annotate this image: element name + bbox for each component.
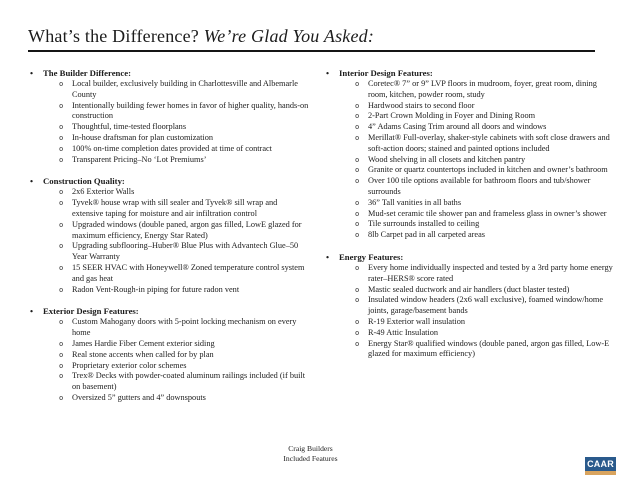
feature-item-text: 100% on-time completion dates provided at time of contract [72, 143, 272, 153]
circle-bullet-icon: o [355, 177, 360, 186]
feature-item-text: Local builder, exclusively building in Charlottesville and Albemarle County [72, 79, 298, 99]
list-item [28, 79, 310, 101]
list-item [324, 209, 613, 220]
feature-item-text: In-house draftsman for plan customization [72, 132, 214, 142]
caar-logo-text: CAAR [585, 457, 616, 471]
footer-subtitle: Included Features [283, 453, 338, 463]
feature-item-text: Energy Star® qualified windows (double paned, argon gas filled, Low-E glazed for maximum efficiency) [368, 338, 610, 359]
circle-bullet-icon: o [59, 361, 64, 370]
circle-bullet-icon: o [355, 155, 360, 164]
feature-item-text: R-49 Attic Insulation [368, 327, 439, 337]
feature-item-text: Intentionally building fewer homes in favor of higher quality, hands-on construction [72, 100, 309, 121]
list-item [28, 122, 310, 133]
feature-item-text: 4” Adams Casing Trim around all doors and windows [368, 122, 547, 132]
disc-bullet-icon: • [30, 68, 34, 78]
left-column [28, 68, 310, 415]
circle-bullet-icon: o [59, 318, 64, 327]
circle-bullet-icon: o [59, 263, 64, 272]
circle-bullet-icon: o [355, 339, 360, 348]
list-item [324, 111, 613, 122]
circle-bullet-icon: o [355, 123, 360, 132]
feature-item-text: Custom Mahogany doors with 5-point locking mechanism on every home [72, 317, 297, 338]
feature-item-text: Wood shelving in all closets and kitchen pantry [368, 154, 526, 164]
circle-bullet-icon: o [355, 209, 360, 218]
list-item [28, 144, 310, 155]
feature-list [324, 79, 613, 241]
feature-section [324, 252, 613, 360]
circle-bullet-icon: o [59, 123, 64, 132]
circle-bullet-icon: o [59, 144, 64, 153]
list-item [324, 230, 613, 241]
caar-logo [585, 457, 616, 475]
page-title-italic: We’re Glad You Asked: [203, 26, 375, 46]
list-item [28, 220, 310, 242]
list-item [324, 339, 613, 361]
feature-list [324, 263, 613, 360]
list-item [28, 101, 310, 123]
feature-item-text: Oversized 5” gutters and 4” downspouts [72, 392, 206, 402]
list-item [28, 361, 310, 372]
feature-item-text: Trex® Decks with powder-coated aluminum railings included (if built on basement) [72, 371, 306, 392]
circle-bullet-icon: o [59, 101, 64, 110]
list-item [28, 339, 310, 350]
feature-item-text: 2-Part Crown Molding in Foyer and Dining Room [368, 111, 536, 121]
feature-item-text: Insulated window headers (2x6 wall exclusive), foamed window/home joints, garage/basement bands [368, 295, 604, 316]
circle-bullet-icon: o [59, 133, 64, 142]
two-column-body [28, 68, 613, 415]
circle-bullet-icon: o [355, 101, 360, 110]
list-item [324, 155, 613, 166]
section-header [324, 68, 613, 79]
circle-bullet-icon: o [355, 285, 360, 294]
circle-bullet-icon: o [355, 296, 360, 305]
circle-bullet-icon: o [355, 198, 360, 207]
circle-bullet-icon: o [355, 166, 360, 175]
list-item [324, 198, 613, 209]
circle-bullet-icon: o [355, 328, 360, 337]
list-item [324, 317, 613, 328]
circle-bullet-icon: o [59, 350, 64, 359]
list-item [28, 241, 310, 263]
list-item [28, 198, 310, 220]
feature-item-text: Hardwood stairs to second floor [368, 100, 475, 110]
list-item [324, 101, 613, 112]
circle-bullet-icon: o [355, 220, 360, 229]
caar-logo-bar [585, 471, 616, 475]
page-footer [0, 444, 621, 463]
feature-section [324, 68, 613, 241]
list-item [324, 122, 613, 133]
feature-item-text: 8lb Carpet pad in all carpeted areas [368, 230, 486, 240]
list-item [324, 79, 613, 101]
circle-bullet-icon: o [59, 339, 64, 348]
list-item [28, 393, 310, 404]
circle-bullet-icon: o [59, 393, 64, 402]
circle-bullet-icon: o [59, 199, 64, 208]
disc-bullet-icon: • [30, 176, 34, 187]
feature-list [28, 187, 310, 295]
circle-bullet-icon: o [59, 188, 64, 197]
list-item [28, 350, 310, 361]
section-heading: Interior Design Features: [339, 68, 433, 78]
section-header [324, 252, 613, 263]
feature-item-text: R-19 Exterior wall insulation [368, 316, 466, 326]
section-heading: The Builder Difference: [43, 68, 131, 78]
feature-item-text: Tyvek® house wrap with sill sealer and Tyvek® sill wrap and extensive taping for moisture and air infiltration control [72, 198, 278, 218]
disc-bullet-icon: • [326, 251, 330, 262]
list-item [324, 219, 613, 230]
feature-item-text: Upgraded windows (double paned, argon gas filled, LowE glazed for maximum efficiency, Energy Star Rated) [72, 219, 302, 240]
footer-company: Craig Builders [288, 444, 333, 453]
list-item [28, 187, 310, 198]
feature-item-text: Tile surrounds installed to ceiling [368, 219, 480, 229]
circle-bullet-icon: o [59, 242, 64, 251]
list-item [324, 176, 613, 198]
section-heading: Exterior Design Features: [43, 306, 139, 317]
circle-bullet-icon: o [355, 263, 360, 272]
list-item [324, 165, 613, 176]
feature-item-text: Thoughtful, time-tested floorplans [72, 122, 187, 132]
section-header [28, 68, 310, 79]
page-title-regular: What’s the Difference? [28, 26, 204, 46]
right-column [324, 68, 613, 415]
list-item [324, 285, 613, 296]
feature-section [28, 176, 310, 295]
circle-bullet-icon: o [59, 285, 64, 294]
feature-list [28, 79, 310, 165]
feature-item-text: Coretec® 7” or 9” LVP floors in mudroom, foyer, great room, dining room, kitchen, powder room, study [368, 79, 597, 99]
section-header [28, 306, 310, 317]
list-item [324, 263, 613, 285]
feature-item-text: Merillat® Full-overlay, shaker-style cabinets with soft close drawers and soft-action doors; stained and painted options included [368, 132, 610, 153]
page-title [28, 26, 595, 47]
list-item [324, 295, 613, 317]
page-header [28, 26, 595, 52]
list-item [28, 133, 310, 144]
section-heading: Energy Features: [339, 251, 404, 262]
disc-bullet-icon: • [30, 306, 34, 317]
circle-bullet-icon: o [59, 372, 64, 381]
feature-item-text: Every home individually inspected and tested by a 3rd party home energy rater–HERS® score rated [368, 262, 613, 283]
list-item [324, 328, 613, 339]
list-item [28, 317, 310, 339]
list-item [28, 155, 310, 166]
feature-section [28, 68, 310, 165]
circle-bullet-icon: o [355, 80, 360, 88]
circle-bullet-icon: o [59, 80, 64, 88]
feature-list [28, 317, 310, 403]
feature-item-text: Mud-set ceramic tile shower pan and frameless glass in owner’s shower [368, 208, 607, 218]
circle-bullet-icon: o [355, 317, 360, 326]
section-header [28, 176, 310, 187]
circle-bullet-icon: o [355, 231, 360, 240]
feature-item-text: Upgrading subflooring–Huber® Blue Plus with Advantech Glue–50 Year Warranty [72, 241, 299, 262]
feature-item-text: 15 SEER HVAC with Honeywell® Zoned temperature control system and gas heat [72, 262, 305, 283]
circle-bullet-icon: o [355, 112, 360, 121]
feature-item-text: 2x6 Exterior Walls [72, 187, 135, 197]
feature-item-text: Radon Vent-Rough-in piping for future radon vent [72, 284, 240, 294]
list-item [28, 371, 310, 393]
feature-item-text: Mastic sealed ductwork and air handlers (duct blaster tested) [368, 284, 570, 294]
feature-item-text: 36” Tall vanities in all baths [368, 197, 462, 207]
circle-bullet-icon: o [59, 220, 64, 229]
feature-section [28, 306, 310, 403]
circle-bullet-icon: o [355, 133, 360, 142]
section-heading: Construction Quality: [43, 176, 125, 187]
feature-item-text: Proprietary exterior color schemes [72, 360, 187, 370]
feature-item-text: Over 100 tile options available for bathroom floors and tub/shower surrounds [368, 176, 591, 196]
feature-item-text: James Hardie Fiber Cement exterior siding [72, 338, 215, 348]
feature-item-text: Transparent Pricing–No ‘Lot Premiums’ [72, 154, 207, 164]
circle-bullet-icon: o [59, 155, 64, 164]
list-item [324, 133, 613, 155]
list-item [28, 285, 310, 296]
feature-item-text: Real stone accents when called for by plan [72, 349, 214, 359]
disc-bullet-icon: • [326, 68, 330, 78]
feature-item-text: Granite or quartz countertops included in kitchen and owner’s bathroom [368, 165, 608, 175]
list-item [28, 263, 310, 285]
